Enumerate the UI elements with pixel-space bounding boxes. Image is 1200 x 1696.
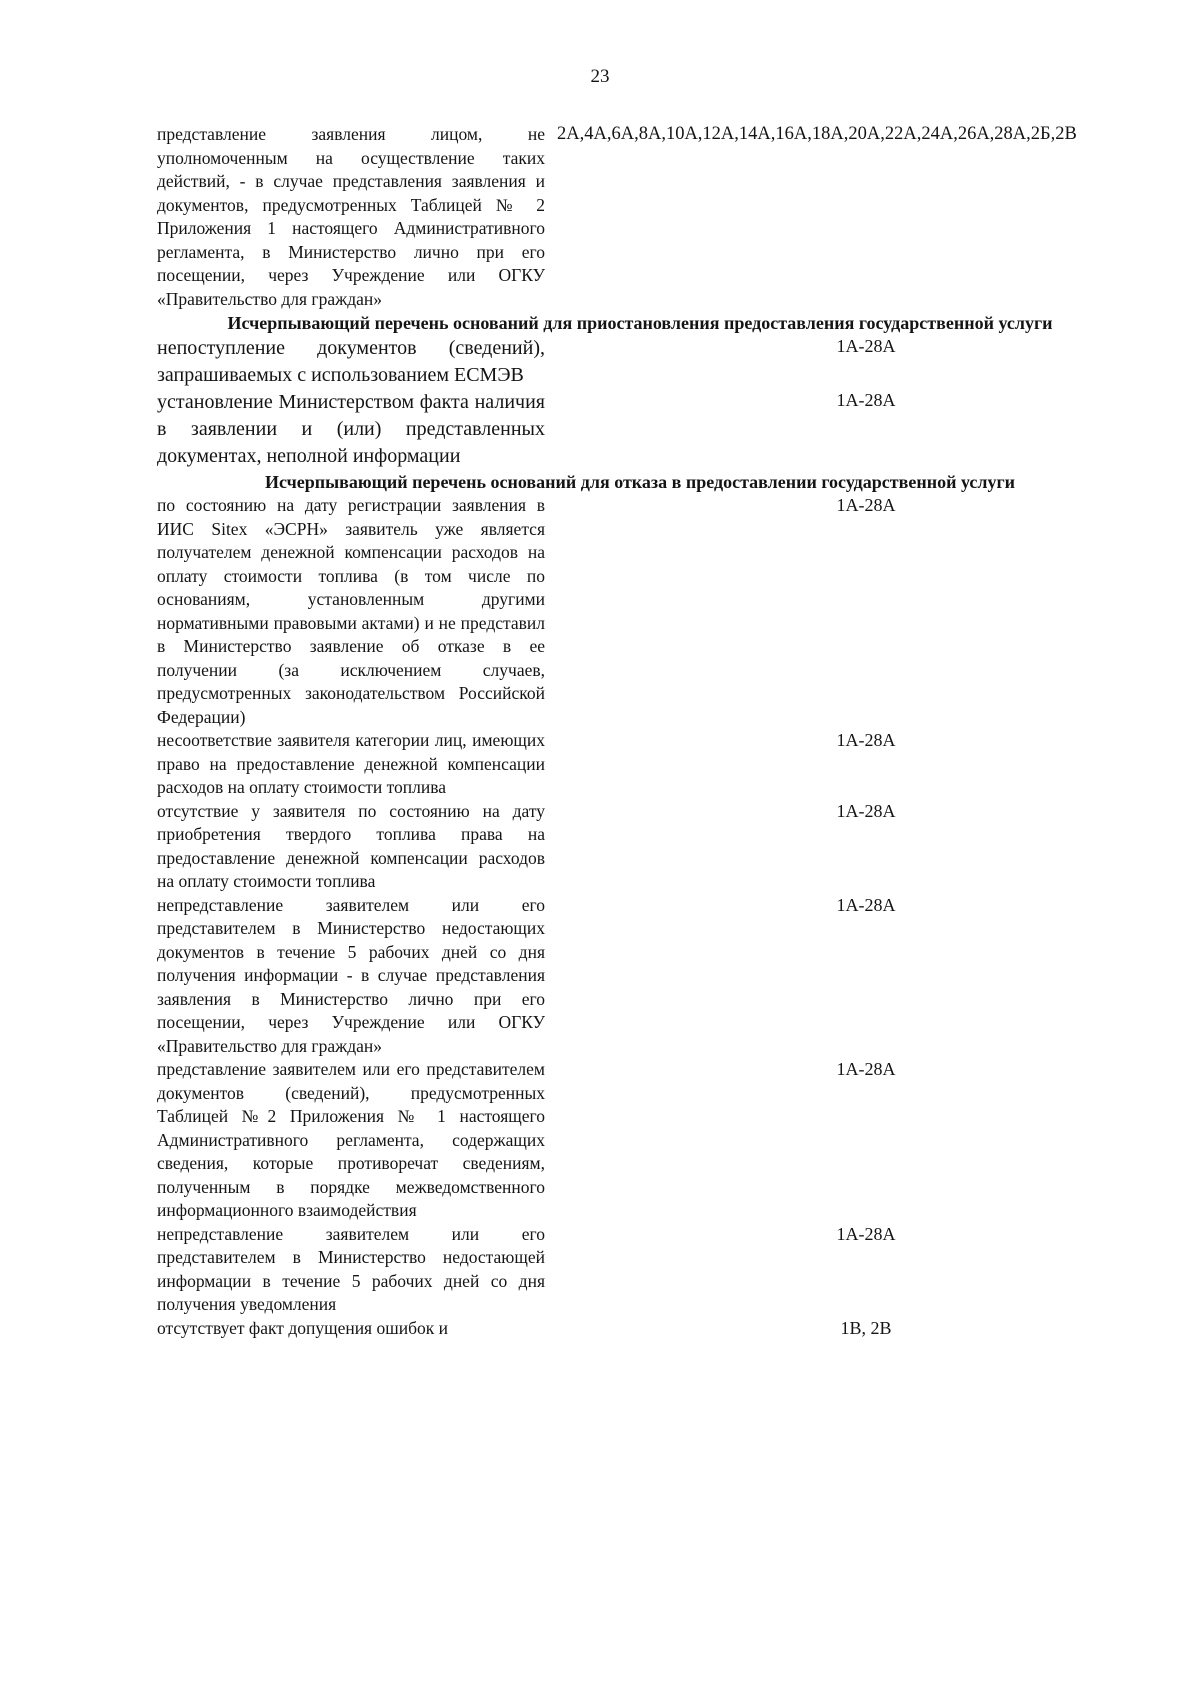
applicable-categories: 1А-28А bbox=[836, 336, 896, 356]
table-row bbox=[157, 335, 1127, 389]
ground-description: непоступление документов (сведений), запрашиваемых с использованием ЕСМЭВ bbox=[157, 337, 545, 386]
table-row bbox=[157, 123, 1127, 311]
ground-description: отсутствие у заявителя по состоянию на дату приобретения твердого топлива права на предоставление денежной компенсации расходов на оплату стоимости топлива bbox=[157, 800, 545, 891]
document-table bbox=[157, 123, 1127, 1340]
section-heading-suspension: Исчерпывающий перечень оснований для приостановления предоставления государственной услуги bbox=[227, 313, 1053, 333]
ground-description: непредставление заявителем или его представителем в Министерство недостающих документов в течение 5 рабочих дней со дня получения информации - в случае представления заявления в Министерство лично при его посещении, через Учреждение или ОГКУ «Правительство для граждан» bbox=[157, 894, 545, 1056]
ground-description: представление заявителем или его представителем документов (сведений), предусмотренных Таблицей №2 Приложения № 1 настоящего Административного регламента, содержащих сведения, которые противоречат сведениям, полученным в порядке межведомственного информационного взаимодействия bbox=[157, 1059, 545, 1220]
ground-description: непредставление заявителем или его представителем в Министерство недостающей информации в течение 5 рабочих дней со дня получения уведомления bbox=[157, 1223, 545, 1314]
page-number: 23 bbox=[590, 66, 610, 87]
applicable-categories: 1А-28А bbox=[836, 495, 896, 515]
section-heading-refusal: Исчерпывающий перечень оснований для отказа в предоставлении государственной услуги bbox=[264, 472, 1016, 492]
table-row bbox=[157, 494, 1127, 729]
ground-description: несоответствие заявителя категории лиц, имеющих право на предоставление денежной компенсации расходов на оплату стоимости топлива bbox=[157, 730, 545, 797]
applicable-categories: 1А-28А bbox=[836, 1223, 896, 1244]
ground-description: представление заявления лицом, не уполномоченным на осуществление таких действий, - в случае представления заявления и документов, предусмотренных Таблицей № 2 Приложения 1 настоящего Административного регламента, в Министерство лично при его посещении, через Учреждение или ОГКУ «Правительство для граждан» bbox=[157, 124, 545, 309]
applicable-categories: 2А,4А,6А,8А,10А,12А,14А,16А,18А,20А,22А,24А,26А,28А,2Б,2В bbox=[557, 124, 1077, 144]
ground-description: установление Министерством факта наличия в заявлении и (или) представленных документах, неполной информации bbox=[157, 391, 545, 467]
applicable-categories: 1В, 2В bbox=[840, 1317, 892, 1338]
table-row bbox=[157, 800, 1127, 894]
table-row bbox=[157, 1058, 1127, 1223]
table-row bbox=[157, 1223, 1127, 1317]
ground-description: по состоянию на дату регистрации заявления в ИИС Sitex «ЭСРН» заявитель уже является получателем денежной компенсации расходов на оплату стоимости топлива (в том числе по основаниям, установленным другими нормативными правовыми актами) и не представил в Министерство заявление об отказе в ее получении (за исключением случаев, предусмотренных законодательством Российской Федерации) bbox=[157, 495, 545, 727]
applicable-categories: 1А-28А bbox=[836, 390, 896, 410]
table-row bbox=[157, 1317, 1127, 1341]
table-row bbox=[157, 389, 1127, 470]
table-row bbox=[157, 894, 1127, 1059]
table-row bbox=[157, 729, 1127, 800]
applicable-categories: 1А-28А bbox=[836, 894, 896, 915]
applicable-categories: 1А-28А bbox=[836, 800, 896, 821]
applicable-categories: 1А-28А bbox=[836, 1059, 896, 1079]
applicable-categories: 1А-28А bbox=[836, 730, 896, 750]
ground-description: отсутствует факт допущения ошибок и bbox=[157, 1317, 448, 1338]
